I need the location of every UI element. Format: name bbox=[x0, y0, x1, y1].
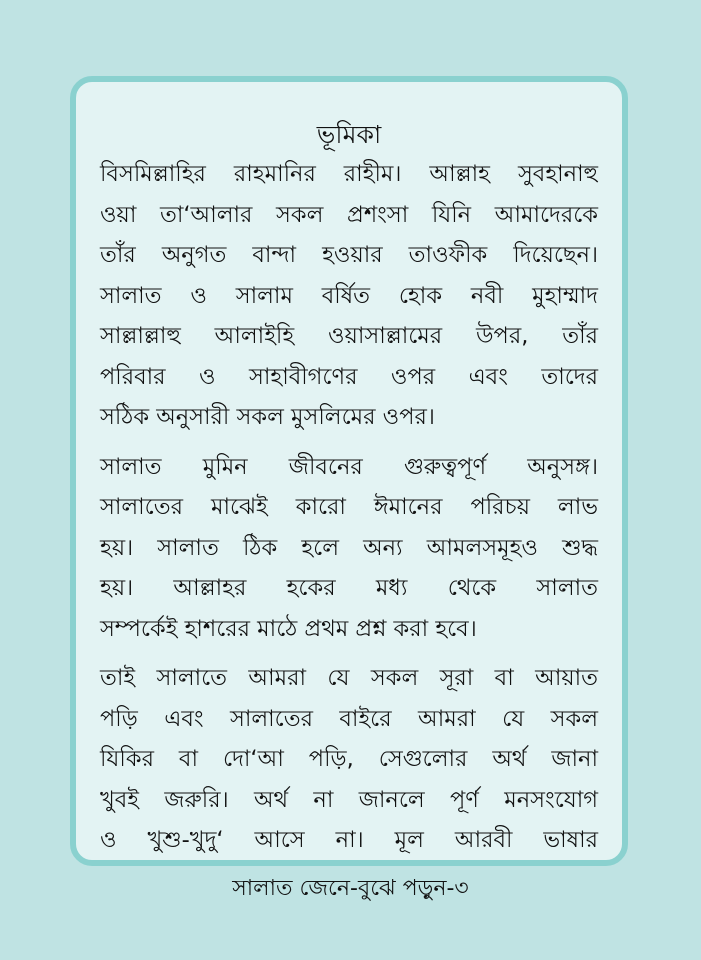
text-line: সাল্লাল্লাহু আলাইহি ওয়াসাল্লামের উপর, তাঁর bbox=[100, 323, 598, 349]
paragraph-intro bbox=[100, 154, 598, 438]
text-line: বিসমিল্লাহির রাহমানির রাহীম। আল্লাহ সুবহানাহু bbox=[100, 161, 598, 187]
text-line: সালাতের মাঝেই কারো ঈমানের পরিচয় লাভ bbox=[100, 494, 598, 520]
text-line: সালাত মুমিন জীবনের গুরুত্বপূর্ণ অনুসঙ্গ। bbox=[100, 453, 598, 480]
page-footer: সালাত জেনে-বুঝে পড়ুন-৩ bbox=[232, 876, 469, 901]
text-line: পরিবার ও সাহাবীগণের ওপর এবং তাদের bbox=[100, 363, 598, 390]
text-line: সম্পর্কেই হাশরের মাঠে প্রথম প্রশ্ন করা হবে। bbox=[100, 615, 477, 642]
text-line: পড়ি এবং সালাতের বাইরে আমরা যে সকল bbox=[100, 705, 598, 732]
text-line: হয়। আল্লাহর হকের মধ্য থেকে সালাত bbox=[100, 575, 598, 601]
text-line: ও খুশু-খুদু‘ আসে না। মূল আরবী ভাষার bbox=[100, 827, 598, 853]
paragraph-meaning bbox=[100, 658, 598, 861]
text-line: সঠিক অনুসারী সকল মুসলিমের ওপর। bbox=[100, 404, 435, 430]
text-line: হয়। সালাত ঠিক হলে অন্য আমলসমূহও শুদ্ধ bbox=[100, 534, 598, 561]
paragraph-salat-importance bbox=[100, 447, 598, 650]
text-line: ওয়া তা‘আলার সকল প্রশংসা যিনি আমাদেরকে bbox=[100, 201, 598, 228]
page-title: ভূমিকা bbox=[316, 120, 382, 149]
content-panel bbox=[70, 76, 628, 866]
text-line: খুবই জরুরি। অর্থ না জানলে পূর্ণ মনসংযোগ bbox=[100, 786, 598, 813]
text-line: সালাত ও সালাম বর্ষিত হোক নবী মুহাম্মাদ bbox=[100, 282, 598, 309]
text-line: তাই সালাতে আমরা যে সকল সূরা বা আয়াত bbox=[100, 665, 598, 691]
text-line: তাঁর অনুগত বান্দা হওয়ার তাওফীক দিয়েছেন। bbox=[100, 242, 598, 268]
text-line: যিকির বা দো‘আ পড়ি, সেগুলোর অর্থ জানা bbox=[100, 746, 598, 772]
